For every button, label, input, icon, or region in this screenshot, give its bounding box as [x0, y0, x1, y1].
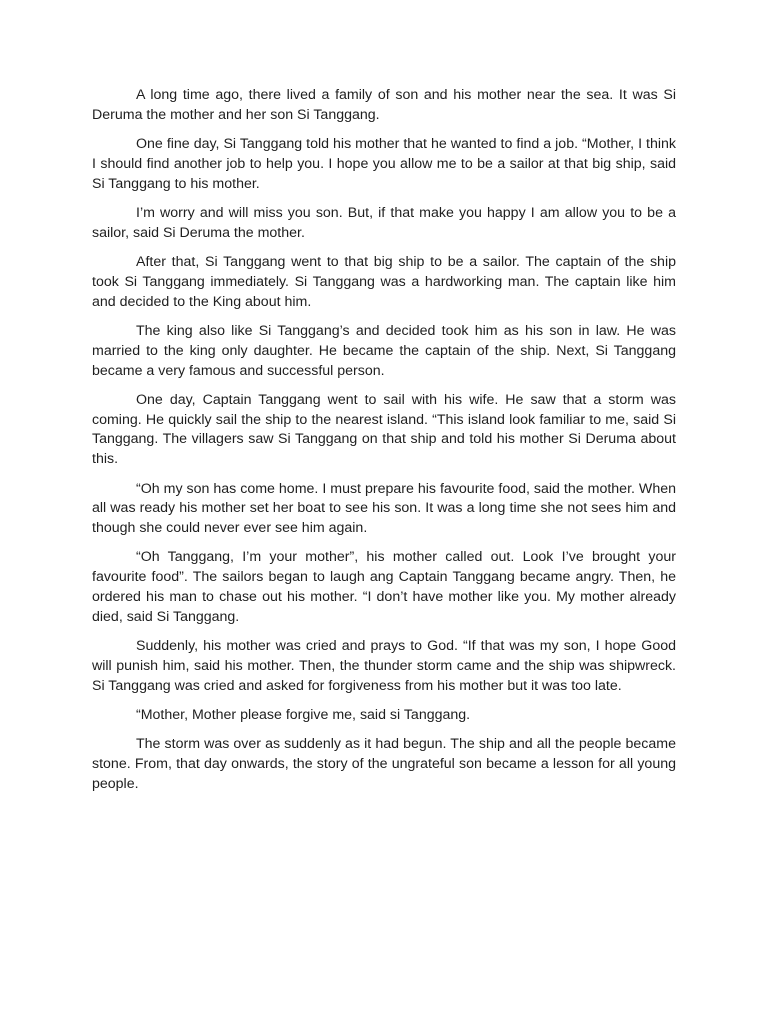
story-body: [92, 86, 676, 795]
paragraph-2: One fine day, Si Tanggang told his mother that he wanted to find a job. “Mother, I think I should find another job to help you. I hope you allow me to be a sailor at that big ship, said Si Tanggang to his mother.: [92, 136, 676, 192]
paragraph-10: “Mother, Mother please forgive me, said si Tanggang.: [136, 707, 471, 724]
paragraph-6: One day, Captain Tanggang went to sail with his wife. He saw that a storm was coming. He quickly sail the ship to the nearest island. “This island look familiar to me, said Si Tanggang. The villagers saw Si Tanggang on that ship and told his mother Si Deruma about this.: [92, 391, 676, 468]
paragraph-11: The storm was over as suddenly as it had begun. The ship and all the people became stone. From, that day onwards, the story of the ungrateful son became a lesson for all young people.: [92, 736, 676, 792]
paragraph-4: After that, Si Tanggang went to that big ship to be a sailor. The captain of the ship took Si Tanggang immediately. Si Tanggang was a hardworking man. The captain like him and decided to the King about him.: [92, 254, 676, 310]
paragraph-3: I’m worry and will miss you son. But, if that make you happy I am allow you to be a sailor, said Si Deruma the mother.: [92, 204, 676, 241]
paragraph-1: A long time ago, there lived a family of son and his mother near the sea. It was Si Deruma the mother and her son Si Tanggang.: [92, 87, 676, 123]
paragraph-5: The king also like Si Tanggang’s and decided took him as his son in law. He was married to the king only daughter. He became the captain of the ship. Next, Si Tanggang became a very famous and successful person.: [92, 322, 676, 379]
paragraph-9: Suddenly, his mother was cried and prays to God. “If that was my son, I hope Good will punish him, said his mother. Then, the thunder storm came and the ship was shipwreck. Si Tanggang was cried and asked for forgiveness from his mother but it was too late.: [92, 638, 676, 694]
paragraph-8: “Oh Tanggang, I’m your mother”, his mother called out. Look I’ve brought your favourite food”. The sailors began to laugh ang Captain Tanggang became angry. Then, he ordered his man to chase out his mother. “I don’t have mother like you. My mother already died, said Si Tanggang.: [92, 549, 676, 625]
paragraph-7: “Oh my son has come home. I must prepare his favourite food, said the mother. When all was ready his mother set her boat to see his son. It was a long time she not sees him and though she could never ever see him again.: [92, 480, 676, 537]
